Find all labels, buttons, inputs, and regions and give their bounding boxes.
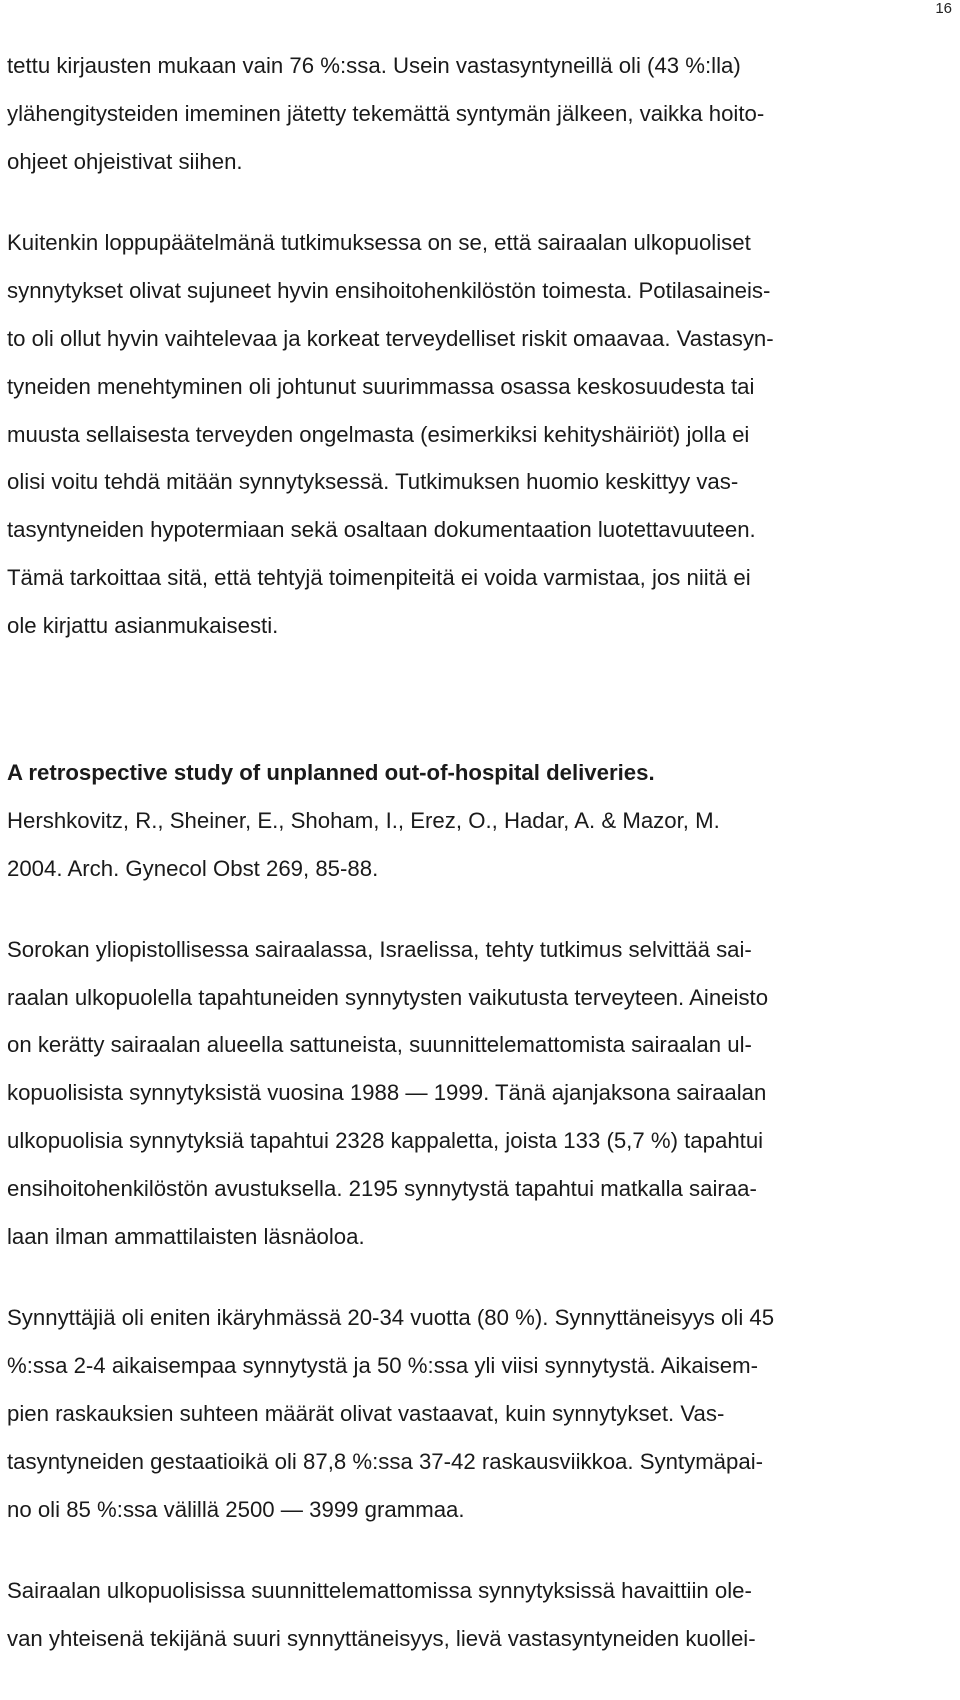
- reference-citation: 2004. Arch. Gynecol Obst 269, 85-88.: [7, 856, 379, 881]
- paragraph-5-line-1: Sairaalan ulkopuolisissa suunnittelemattomissa synnytyksissä havaittiin ole-: [7, 1578, 752, 1603]
- paragraph-2-line-6: olisi voitu tehdä mitään synnytyksessä. Tutkimuksen huomio keskittyy vas-: [7, 469, 739, 494]
- paragraph-1-line-3: ohjeet ohjeistivat siihen.: [7, 149, 243, 174]
- paragraph-3-line-3: on kerätty sairaalan alueella sattuneista, suunnittelemattomista sairaalan ul-: [7, 1032, 752, 1057]
- paragraph-3-line-6: ensihoitohenkilöstön avustuksella. 2195 synnytystä tapahtui matkalla sairaa-: [7, 1176, 757, 1201]
- paragraph-4-line-1: Synnyttäjiä oli eniten ikäryhmässä 20-34 vuotta (80 %). Synnyttäneisyys oli 45: [7, 1305, 775, 1330]
- paragraph-3-line-7: laan ilman ammattilaisten läsnäoloa.: [7, 1224, 365, 1249]
- paragraph-2-line-7: tasyntyneiden hypotermiaan sekä osaltaan dokumentaation luotettavuuteen.: [7, 517, 756, 542]
- reference-title: A retrospective study of unplanned out-of-hospital deliveries.: [7, 760, 655, 785]
- paragraph-1-line-2: ylähengitysteiden imeminen jätetty tekemättä syntymän jälkeen, vaikka hoito-: [7, 101, 765, 126]
- paragraph-2-line-2: synnytykset olivat sujuneet hyvin ensihoitohenkilöstön toimesta. Potilasaineis-: [7, 278, 771, 303]
- paragraph-2-line-3: to oli ollut hyvin vaihtelevaa ja korkeat terveydelliset riskit omaavaa. Vastasyn-: [7, 326, 774, 351]
- paragraph-1-line-1: tettu kirjausten mukaan vain 76 %:ssa. Usein vastasyntyneillä oli (43 %:lla): [7, 53, 741, 78]
- paragraph-2-line-8: Tämä tarkoittaa sitä, että tehtyjä toimenpiteitä ei voida varmistaa, jos niitä ei: [7, 565, 751, 590]
- paragraph-5-line-2: van yhteisenä tekijänä suuri synnyttäneisyys, lievä vastasyntyneiden kuollei-: [7, 1626, 756, 1651]
- page-number: 16: [935, 0, 952, 17]
- paragraph-3-line-4: kopuolisista synnytyksistä vuosina 1988 — 1999. Tänä ajanjaksona sairaalan: [7, 1080, 767, 1105]
- paragraph-2-line-1: Kuitenkin loppupäätelmänä tutkimuksessa on se, että sairaalan ulkopuoliset: [7, 230, 751, 255]
- paragraph-3-line-5: ulkopuolisia synnytyksiä tapahtui 2328 kappaletta, joista 133 (5,7 %) tapahtui: [7, 1128, 764, 1153]
- paragraph-2-line-5: muusta sellaisesta terveyden ongelmasta (esimerkiksi kehityshäiriöt) jolla ei: [7, 422, 750, 447]
- paragraph-4-line-5: no oli 85 %:ssa välillä 2500 — 3999 grammaa.: [7, 1497, 465, 1522]
- paragraph-3-line-1: Sorokan yliopistollisessa sairaalassa, Israelissa, tehty tutkimus selvittää sai-: [7, 937, 752, 962]
- paragraph-2-line-9: ole kirjattu asianmukaisesti.: [7, 613, 279, 638]
- paragraph-3-line-2: raalan ulkopuolella tapahtuneiden synnytysten vaikutusta terveyteen. Aineisto: [7, 985, 769, 1010]
- paragraph-4-line-2: %:ssa 2-4 aikaisempaa synnytystä ja 50 %:ssa yli viisi synnytystä. Aikaisem-: [7, 1353, 758, 1378]
- paragraph-4-line-3: pien raskauksien suhteen määrät olivat vastaavat, kuin synnytykset. Vas-: [7, 1401, 725, 1426]
- reference-authors: Hershkovitz, R., Sheiner, E., Shoham, I., Erez, O., Hadar, A. & Mazor, M.: [7, 808, 720, 833]
- paragraph-2-line-4: tyneiden menehtyminen oli johtunut suurimmassa osassa keskosuudesta tai: [7, 374, 755, 399]
- paragraph-4-line-4: tasyntyneiden gestaatioikä oli 87,8 %:ssa 37-42 raskausviikkoa. Syntymäpai-: [7, 1449, 764, 1474]
